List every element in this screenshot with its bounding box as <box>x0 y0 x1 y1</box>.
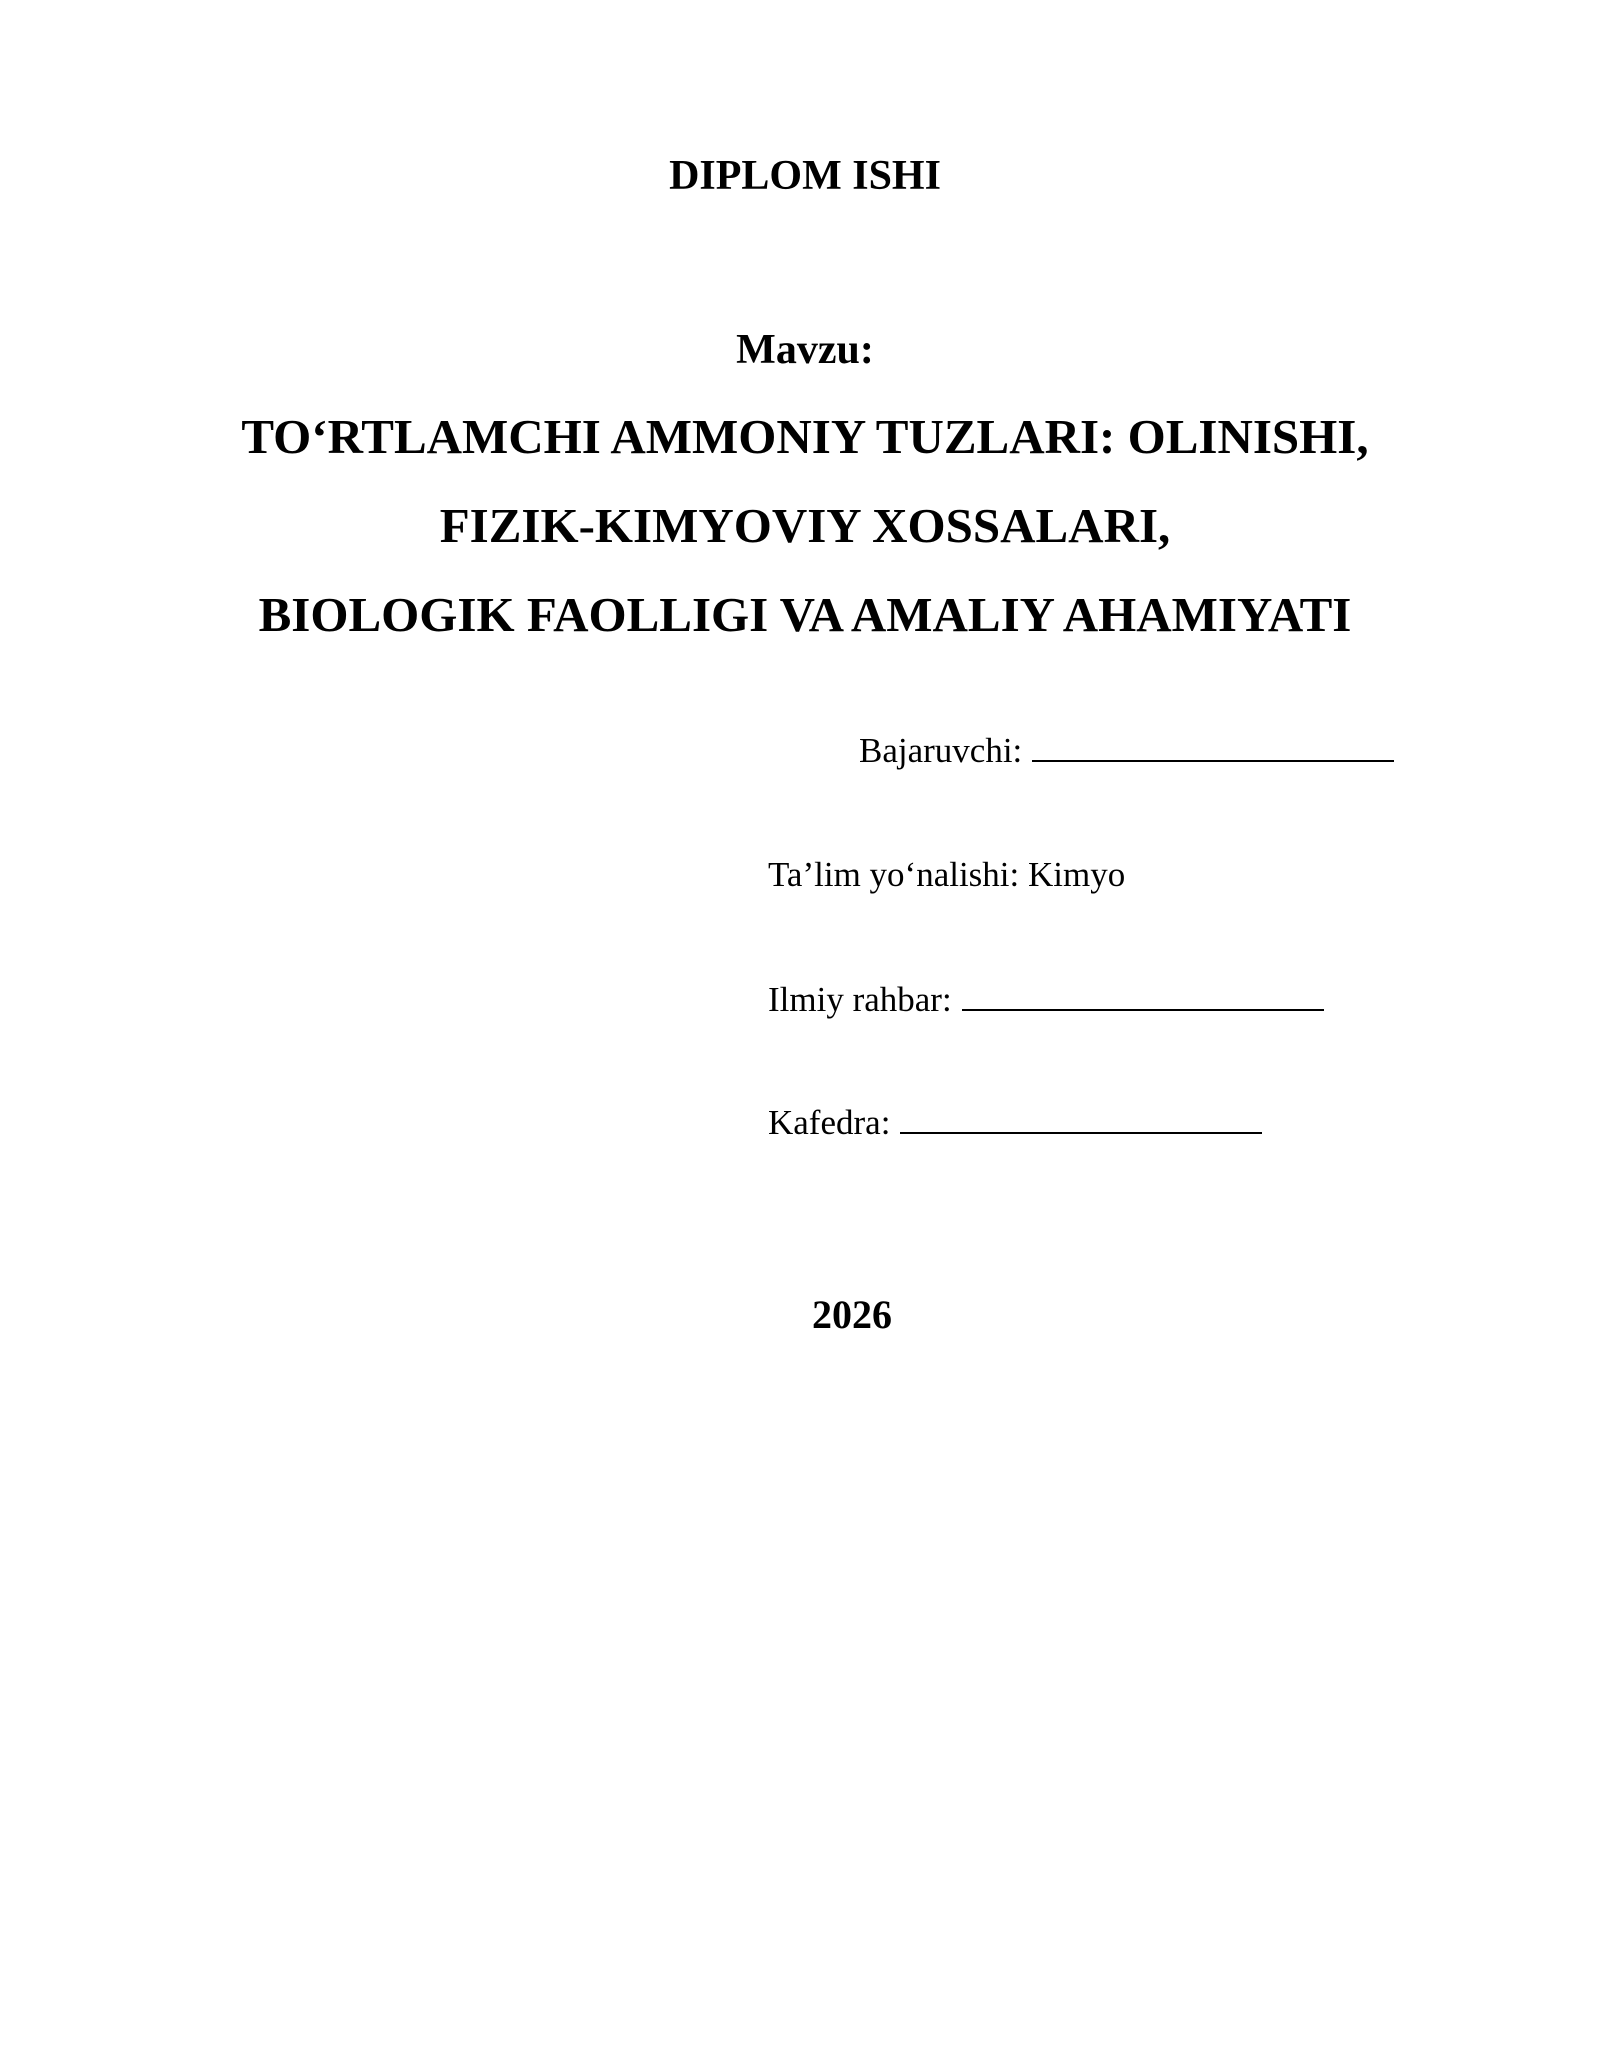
thesis-title-line-2: FIZIK-KIMYOVIY XOSSALARI, <box>439 498 1171 553</box>
thesis-title-line-1: TO‘RTLAMCHI AMMONIY TUZLARI: OLINISHI, <box>241 409 1369 464</box>
supervisor-blank-line <box>962 979 1324 1011</box>
department-label: Kafedra: <box>768 1103 891 1142</box>
department-field <box>768 1100 1262 1146</box>
study-direction-field <box>768 852 1125 898</box>
department-blank-line <box>900 1102 1262 1134</box>
thesis-title-line-3: BIOLOGIK FAOLLIGI VA AMALIY AHAMIYATI <box>258 587 1352 642</box>
supervisor-label: Ilmiy rahbar: <box>768 980 952 1019</box>
document-type-heading: DIPLOM ISHI <box>669 153 941 199</box>
supervisor-field <box>768 977 1324 1023</box>
study-direction-text: Ta’lim yo‘nalishi: Kimyo <box>768 855 1126 894</box>
author-field <box>859 728 1394 774</box>
year: 2026 <box>812 1292 892 1337</box>
author-blank-line <box>1032 730 1394 762</box>
topic-label: Mavzu: <box>736 327 874 373</box>
author-label: Bajaruvchi: <box>859 731 1023 770</box>
